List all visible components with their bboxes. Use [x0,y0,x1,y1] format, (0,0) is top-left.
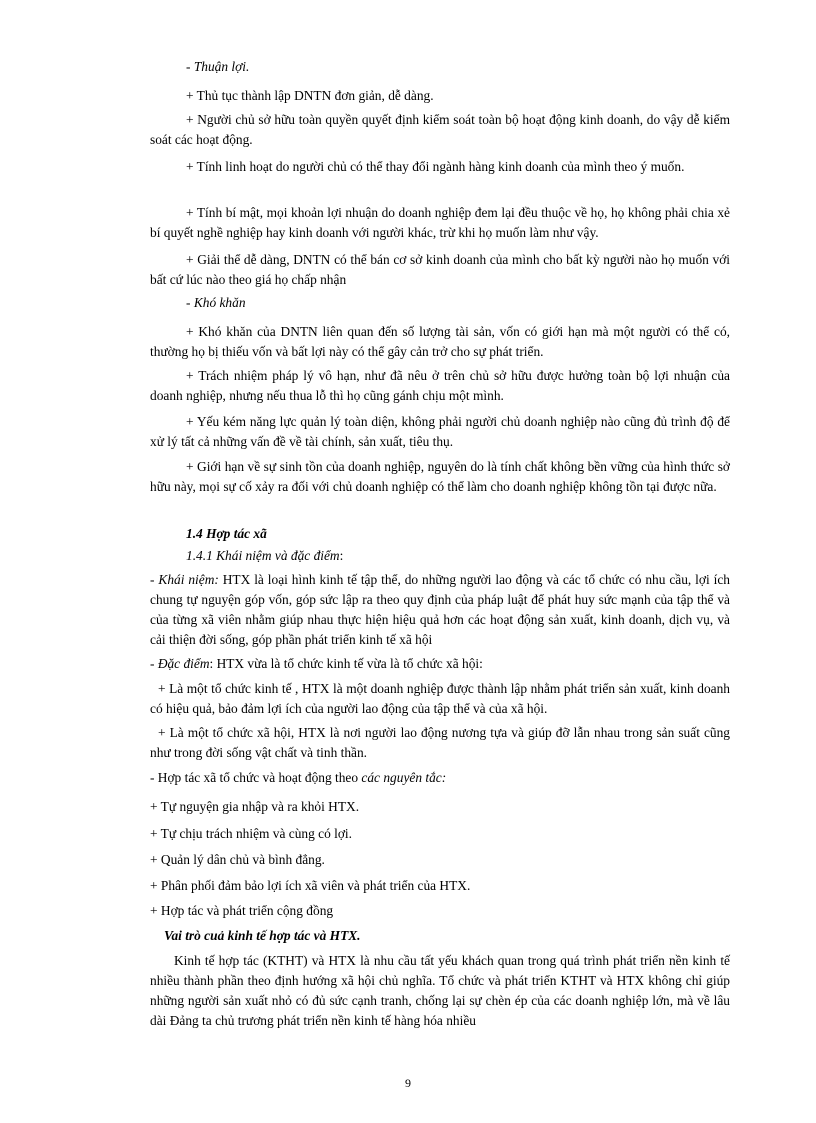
subheading-colon: : [339,548,344,563]
page-number: 9 [405,1076,411,1090]
heading-dash: - [186,295,194,310]
principle-item: + Hợp tác và phát triển cộng đồng [150,903,334,918]
difficulty-item: + Trách nhiệm pháp lý vô hạn, như đã nêu ở trên chủ sở hữu được hưởng toàn bộ lợi nhuận của doanh nghiệp, nhưng nếu thua lỗ thì họ cũng gánh chịu một mình. [150,368,730,403]
section-heading-1-4: 1.4 Hợp tác xã [186,526,267,541]
principle-item: + Tự chịu trách nhiệm và cùng có lợi. [150,826,352,841]
principles-intro-text: - Hợp tác xã tổ chức và hoạt động theo [150,770,362,785]
feature-item: + Là một tổ chức xã hội, HTX là nơi người lao động nương tựa và giúp đỡ lẫn nhau trong sản suất cũng như trong đời sống vật chất và tinh thần. [150,725,730,760]
subheading-text: 1.4.1 Khái niệm và đặc điểm [186,548,340,563]
features-paragraph [150,654,730,674]
concept-label: Khái niệm: [158,572,219,587]
advantages-heading [150,57,730,77]
concept-paragraph [150,570,730,650]
role-paragraph: Kinh tế hợp tác (KTHT) và HTX là nhu cầu tất yếu khách quan trong quá trình phát triển nền kinh tế nhiều thành phần theo định hướng xã hội chủ nghĩa. Tổ chức và phát triển KTHT và HTX không chỉ giúp những người sản xuất nhỏ có đủ sức cạnh tranh, chống lại sự chèn ép của các doanh nghiệp lớn, mà về lâu dài Đảng ta chủ trương phát triển nền kinh tế hàng hóa nhiều [150,953,730,1028]
advantage-item: + Tính bí mật, mọi khoản lợi nhuận do doanh nghiệp đem lại đều thuộc về họ, họ không phải chia xẻ bí quyết nghề nghiệp hay kinh doanh với người khác, trừ khi họ muốn làm như vậy. [150,205,730,240]
role-heading: Vai trò cuả kinh tế hợp tác và HTX. [164,928,361,943]
concept-dash: - [150,572,159,587]
difficulties-heading [150,293,730,313]
advantage-item: + Thủ tục thành lập DNTN đơn giản, dễ dàng. [186,88,434,103]
principles-label: các nguyên tắc: [361,770,447,785]
principle-item: + Quản lý dân chủ và bình đẳng. [150,852,325,867]
concept-text: HTX là loại hình kinh tế tập thể, do những người lao động và các tổ chức có nhu cầu, lợi ích chung tự nguyện góp vốn, góp sức lập ra theo quy định của pháp luật để phát huy sức mạnh của tập thể và của từng xã viên nhằm giúp nhau thực hiện hiệu quả hơn các hoạt động sản xuất, kinh doanh, dịch vụ, và cải thiện đời sống, góp phần phát triển kinh tế xã hội [150,572,730,647]
heading-text: Thuận lợi. [193,59,250,74]
principle-item: + Tự nguyện gia nhập và ra khỏi HTX. [150,799,360,814]
feature-item: + Là một tổ chức kinh tế , HTX là một doanh nghiệp được thành lập nhằm phát triển sản xuất, kinh doanh có hiệu quả, bảo đảm lợi ích của người lao động của tập thể và của xã hội. [150,681,730,716]
principle-item: + Phân phối đảm bảo lợi ích xã viên và phát triển của HTX. [150,878,471,893]
difficulty-item: + Giới hạn về sự sinh tồn của doanh nghiệp, nguyên do là tính chất không bền vững của hình thức sở hữu này, mọi sự cố xảy ra đối với chủ doanh nghiệp có thể làm cho doanh nghiệp không tồn tại được nữa. [150,459,730,494]
principles-intro [150,768,730,788]
advantage-item: + Giải thể dễ dàng, DNTN có thể bán cơ sở kinh doanh của mình cho bất kỳ người nào họ muốn với bất cứ lúc nào theo giá họ chấp nhận [150,252,730,287]
advantage-item: + Tính linh hoạt do người chủ có thể thay đổi ngành hàng kinh doanh của mình theo ý muốn. [186,159,685,174]
heading-text: Khó khăn [193,295,246,310]
advantage-item: + Người chủ sở hữu toàn quyền quyết định kiểm soát toàn bộ hoạt động kinh doanh, do vậy dễ kiểm soát các hoạt động. [150,112,730,147]
difficulty-item: + Yếu kém năng lực quản lý toàn diện, không phải người chủ doanh nghiệp nào cũng đủ trình độ để xử lý tất cả những vấn đề về tài chính, sản xuất, tiêu thụ. [150,414,730,449]
features-label: Đặc điểm [157,656,210,671]
heading-dash: - [186,59,194,74]
features-dash: - [150,656,158,671]
features-text: : HTX vừa là tổ chức kinh tế vừa là tổ chức xã hội: [209,656,483,671]
subsection-heading-1-4-1 [150,546,730,566]
difficulty-item: + Khó khăn của DNTN liên quan đến số lượng tài sản, vốn có giới hạn mà một người có thể có, thường họ bị thiếu vốn và bất lợi này có thể gây cản trở cho sự phát triển. [150,324,730,359]
